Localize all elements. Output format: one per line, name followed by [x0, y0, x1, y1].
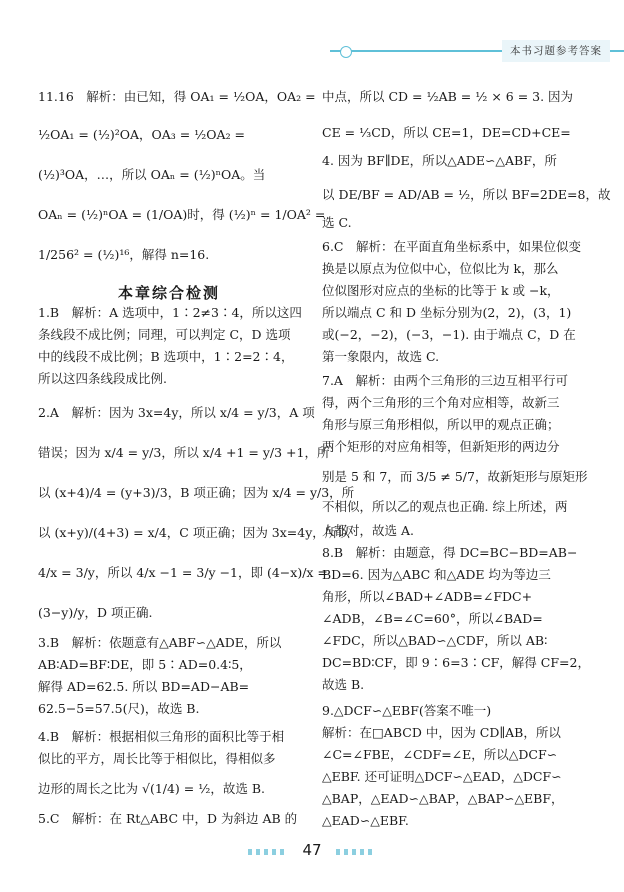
q9-line-4: △EBF. 还可证明△DCF∽△EAD，△DCF∽ — [322, 769, 562, 784]
q7-line-1: 7.A 解析：由两个三角形的三边互相平行可 — [322, 373, 568, 388]
q8-line-2: BD=6. 因为△ABC 和△ADE 均为等边三 — [322, 567, 551, 582]
q7-line-7: 人都对，故选 A. — [322, 523, 414, 538]
q2-line-6: (3−y)/y，D 项正确. — [38, 605, 153, 620]
q5-line-1: 5.C 解析：在 Rt△ABC 中，D 为斜边 AB 的 — [38, 811, 298, 826]
q9-line-6: △EAD∽△EBF. — [322, 813, 409, 828]
q5-cont-line-1: 中点，所以 CD = ½AB = ½ × 6 = 3. 因为 — [322, 89, 574, 104]
q6-line-2: 换是以原点为位似中心，位似比为 k，那么 — [322, 261, 559, 276]
q11-line-2: ½OA₁ = (½)²OA，OA₃ = ½OA₂ = — [38, 127, 246, 142]
q3-line-2: AB∶AD=BF∶DE，即 5∶AD=0.4∶5， — [38, 657, 252, 672]
q2-line-4: 以 (x+y)/(4+3) = x/4，C 项正确；因为 3x=4y，所以 — [38, 525, 350, 540]
q6-line-3: 位似图形对应点的坐标的比等于 k 或 −k， — [322, 283, 560, 298]
q6-line-5: 或(−2，−2)，(−3，−1). 由于端点 C，D 在 — [322, 327, 576, 342]
q1-line-1: 1.B 解析：A 选项中，1∶2≠3∶4，所以这四 — [38, 305, 302, 320]
q1-line-2: 条线段不成比例；同理，可以判定 C，D 选项 — [38, 327, 291, 342]
q3-line-1: 3.B 解析：依题意有△ABF∽△ADE，所以 — [38, 635, 282, 650]
q9-line-1: 9.△DCF∽△EBF(答案不唯一) — [322, 703, 492, 718]
page-footer — [0, 838, 624, 862]
q5-cont-line-3: 4. 因为 BF∥DE，所以△ADE∽△ABF，所 — [322, 153, 557, 168]
q9-line-2: 解析：在□ABCD 中，因为 CD∥AB，所以 — [322, 725, 561, 740]
q2-line-2: 错误；因为 x/4 = y/3，所以 x/4 +1 = y/3 +1，所 — [38, 445, 330, 460]
page-header — [330, 38, 624, 72]
q4-line-1: 4.B 解析：根据相似三角形的面积比等于相 — [38, 729, 285, 744]
q6-line-4: 所以端点 C 和 D 坐标分别为(2，2)，(3，1) — [322, 305, 572, 320]
q8-line-6: DC=BD∶CF，即 9∶6=3∶CF，解得 CF=2， — [322, 655, 590, 670]
q7-line-4: 两个矩形的对应角相等，但新矩形的两边分 — [322, 439, 560, 454]
q4-line-3: 边形的周长之比为 √(1/4) = ½，故选 B. — [38, 781, 265, 796]
q8-line-7: 故选 B. — [322, 677, 365, 692]
q6-line-1: 6.C 解析：在平面直角坐标系中，如果位似变 — [322, 239, 581, 254]
q11-line-4: OAₙ = (½)ⁿOA = (1/OA)时，得 (½)ⁿ = 1/OA² = — [38, 207, 326, 222]
footer-dots-left — [248, 849, 288, 855]
header-label: 本书习题参考答案 — [502, 40, 610, 62]
q11-line-1: 11.16 解析：由已知，得 OA₁ = ½OA，OA₂ = — [38, 89, 316, 104]
q8-line-4: ∠ADB，∠B=∠C=60°，所以∠BAD= — [322, 611, 543, 626]
q5-cont-line-2: CE = ⅓CD，所以 CE=1，DE=CD+CE= — [322, 125, 571, 140]
q8-line-5: ∠FDC，所以△BAD∽△CDF，所以 AB∶ — [322, 633, 548, 648]
q8-line-3: 角形，所以∠BAD+∠ADB=∠FDC+ — [322, 589, 533, 604]
q5-cont-line-5: 选 C. — [322, 215, 352, 230]
page-number: 47 — [302, 841, 322, 859]
q2-line-5: 4/x = 3/y，所以 4/x −1 = 3/y −1，即 (4−x)/x = — [38, 565, 328, 580]
q7-line-5: 别是 5 和 7，而 3/5 ≠ 5/7，故新矩形与原矩形 — [322, 469, 588, 484]
q7-line-6: 不相似，所以乙的观点也正确. 综上所述，两 — [322, 499, 568, 514]
section-title: 本章综合检测 — [117, 284, 220, 302]
footer-dots-right — [336, 849, 376, 855]
q1-line-4: 所以这四条线段成比例. — [38, 371, 167, 386]
q6-line-6: 第一象限内，故选 C. — [322, 349, 440, 364]
q11-line-3: (½)³OA，…，所以 OAₙ = (½)ⁿOA。当 — [38, 167, 266, 182]
q7-line-3: 角形与原三角形相似，所以甲的观点正确； — [322, 417, 560, 432]
q3-line-3: 解得 AD=62.5. 所以 BD=AD−AB= — [38, 679, 250, 694]
q1-line-3: 中的线段不成比例；B 选项中，1∶2=2∶4， — [38, 349, 294, 364]
q2-line-1: 2.A 解析：因为 3x=4y，所以 x/4 = y/3，A 项 — [38, 405, 315, 420]
q9-line-3: ∠C=∠FBE，∠CDF=∠E，所以△DCF∽ — [322, 747, 558, 762]
header-dot-icon — [340, 46, 352, 58]
q2-line-3: 以 (x+4)/4 = (y+3)/3，B 项正确；因为 x/4 = y/3，所 — [38, 485, 355, 500]
q8-line-1: 8.B 解析：由题意，得 DC=BC−BD=AB− — [322, 545, 578, 560]
q11-line-5: 1/256² = (½)¹⁶，解得 n=16. — [38, 247, 210, 262]
q9-line-5: △BAP，△EAD∽△BAP，△BAP∽△EBF， — [322, 791, 564, 806]
q3-line-4: 62.5−5=57.5(尺)，故选 B. — [38, 701, 200, 716]
q5-cont-line-4: 以 DE/BF = AD/AB = ½，所以 BF=2DE=8，故 — [322, 187, 611, 202]
q7-line-2: 得，两个三角形的三个角对应相等，故新三 — [322, 395, 560, 410]
q4-line-2: 似比的平方，周长比等于相似比，得相似多 — [38, 751, 276, 766]
